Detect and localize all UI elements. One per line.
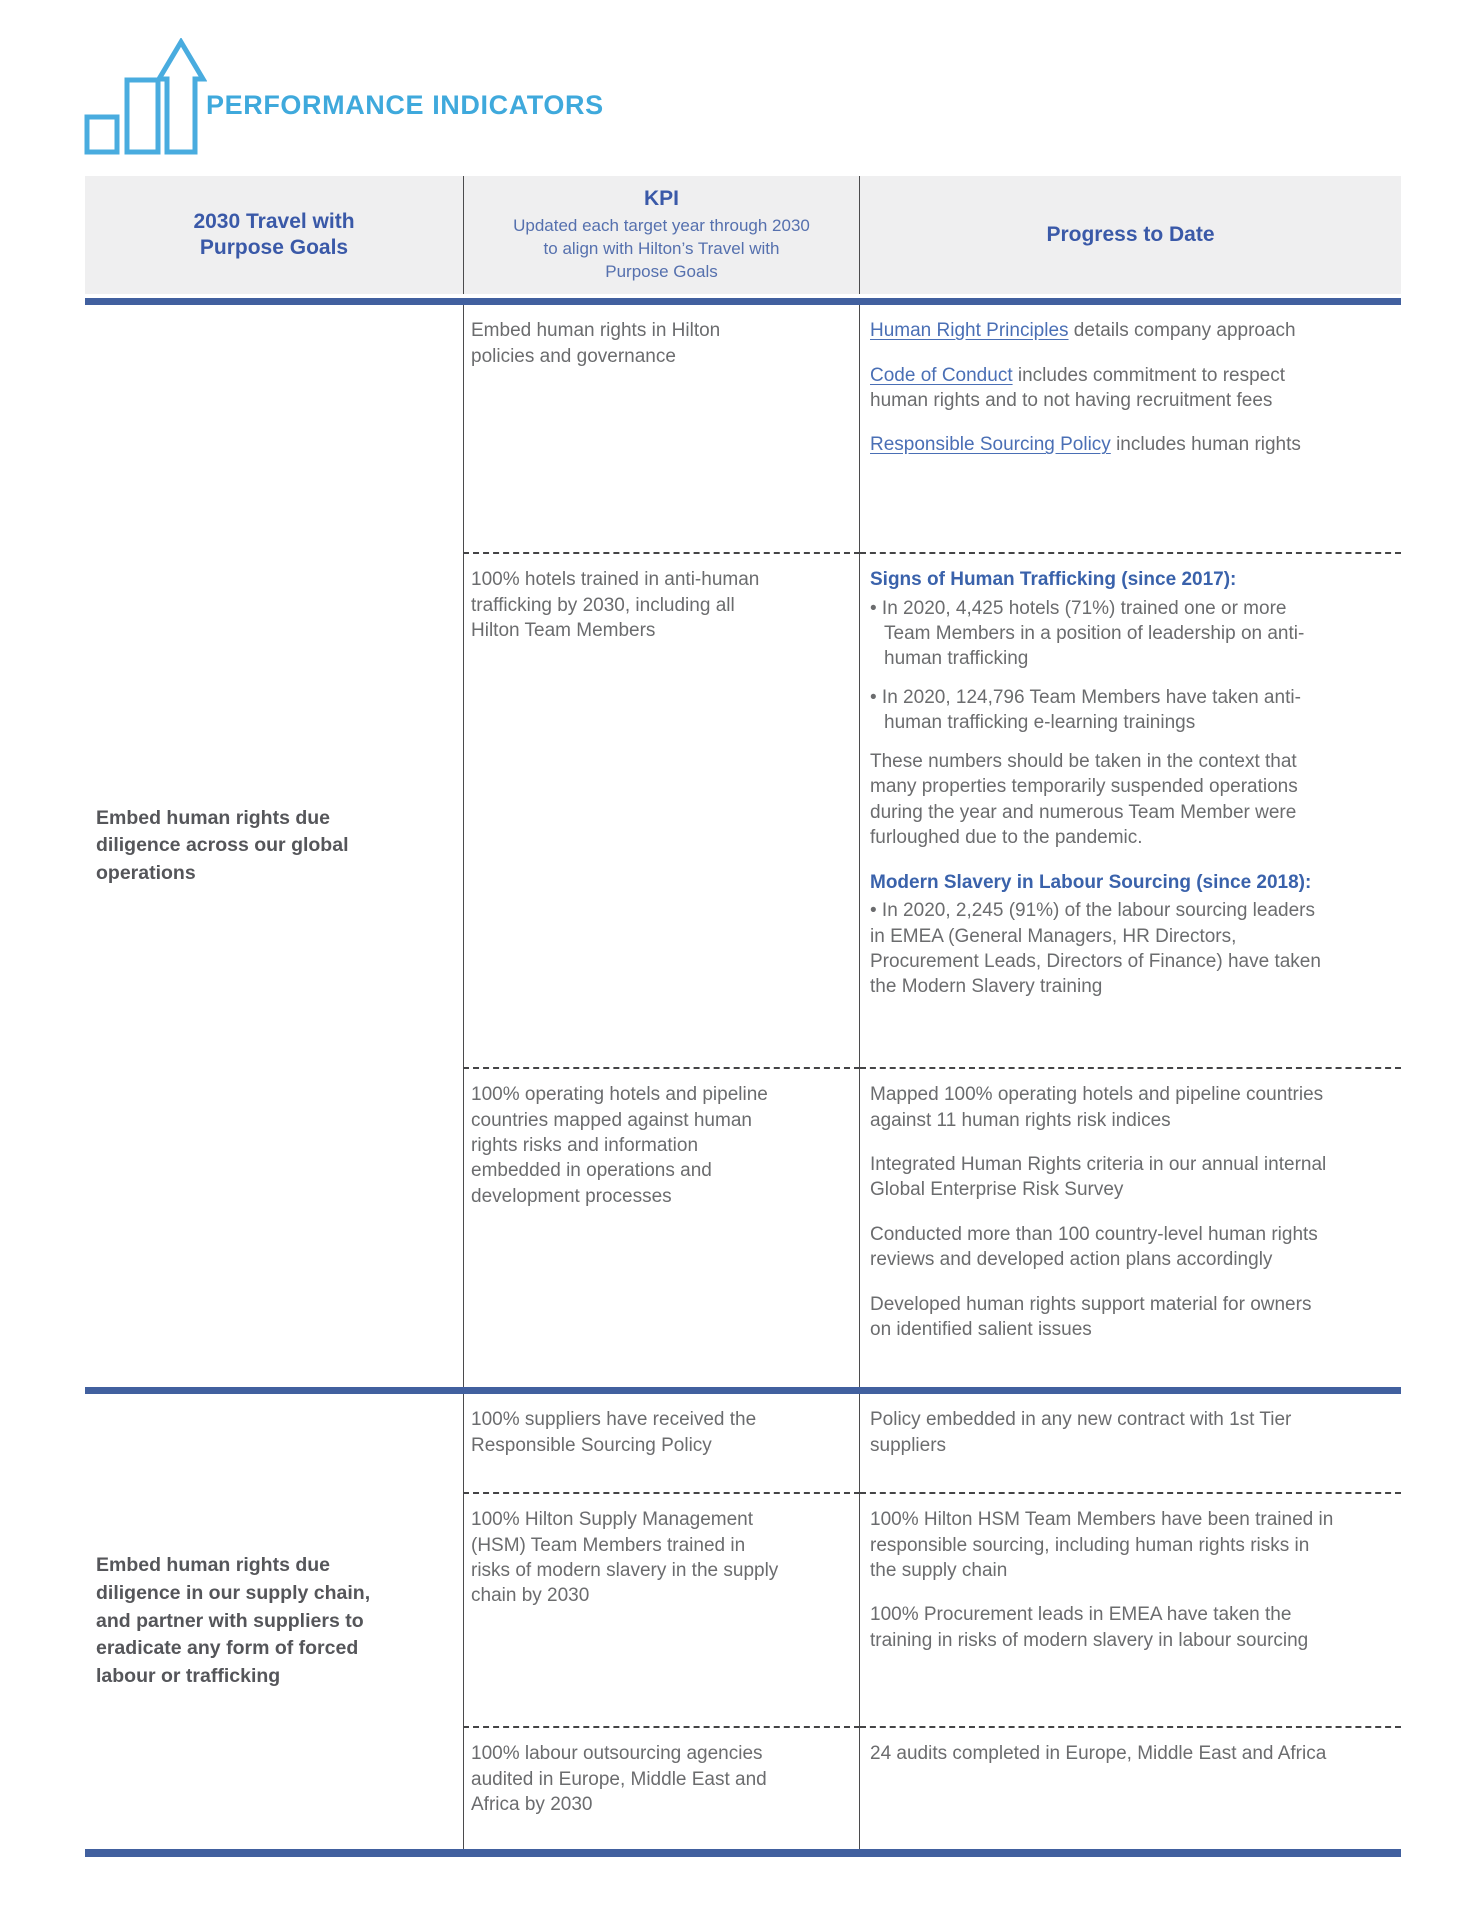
progress-text: details company approach (1068, 320, 1296, 342)
progress-cell-agency-audits (860, 1726, 1401, 1849)
progress-paragraph: Policy embedded in any new contract with 1st Tier suppliers (870, 1409, 1292, 1456)
page-title: PERFORMANCE INDICATORS (206, 90, 604, 120)
progress-paragraph: 100% Hilton HSM Team Members have been trained in responsible sourcing, including human rights risks in the supply chain (870, 1509, 1334, 1581)
blue-rule-middle (85, 1387, 1401, 1394)
progress-paragraph: Integrated Human Rights criteria in our annual internal Global Enterprise Risk Survey (870, 1153, 1327, 1201)
progress-paragraph: 24 audits completed in Europe, Middle East and Africa (870, 1743, 1327, 1765)
column-header-progress (860, 176, 1401, 294)
kpi-cell-anti-trafficking-training (463, 552, 860, 1067)
kpi-cell-risk-mapping (463, 1067, 860, 1387)
human-right-principles-link[interactable]: Human Right Principles (870, 320, 1069, 342)
progress-cell-risk-mapping (860, 1067, 1401, 1387)
column-header-kpi (463, 176, 860, 294)
progress-cell-policies-governance (860, 305, 1401, 552)
code-of-conduct-link[interactable]: Code of Conduct (870, 364, 1013, 386)
progress-text: includes commitment to respect human rights and to not having recruitment fees (870, 364, 1286, 411)
progress-paragraph: These numbers should be taken in the context that many properties temporarily suspended operations during the year and numerous Team Member were furloughed due to the pandemic. (870, 750, 1298, 849)
progress-paragraph: 100% Procurement leads in EMEA have taken the training in risks of modern slavery in labour sourcing (870, 1604, 1309, 1651)
kpi-text: 100% labour outsourcing agencies audited in Europe, Middle East and Africa by 2030 (471, 1743, 767, 1815)
progress-paragraph: Developed human rights support material for owners on identified salient issues (870, 1293, 1312, 1341)
progress-cell-hsm-training (860, 1492, 1401, 1726)
kpi-cell-suppliers-policy (463, 1394, 860, 1492)
kpi-text: Embed human rights in Hilton policies and governance (471, 320, 721, 367)
goal-text: Embed human rights due diligence across our global operations (96, 806, 349, 884)
progress-paragraph (870, 432, 1334, 457)
progress-bullet: • In 2020, 124,796 Team Members have taken anti-human trafficking e-learning trainings (870, 686, 1301, 734)
progress-paragraph (870, 363, 1334, 414)
goal-cell-global-operations (85, 305, 463, 1387)
responsible-sourcing-policy-link[interactable]: Responsible Sourcing Policy (870, 434, 1111, 456)
progress-paragraph: Conducted more than 100 country-level human rights reviews and developed action plans accordingly (870, 1223, 1318, 1271)
kpi-text: 100% suppliers have received the Responsible Sourcing Policy (471, 1409, 757, 1456)
progress-bullet: • In 2020, 2,245 (91%) of the labour sourcing leaders in EMEA (General Managers, HR Directors, Procurement Leads, Directors of Finance) have taken the Modern Slavery training (870, 900, 1321, 998)
blue-rule-top (85, 298, 1401, 305)
column-header-kpi-label: KPI (643, 187, 679, 210)
progress-bullet: • In 2020, 4,425 hotels (71%) trained one or more Team Members in a position of leadership on anti-human trafficking (870, 597, 1305, 670)
kpi-cell-agency-audits (463, 1726, 860, 1849)
progress-subheading: Signs of Human Trafficking (since 2017): (870, 569, 1237, 591)
column-header-goals-label: 2030 Travel with Purpose Goals (193, 209, 355, 260)
goal-cell-supply-chain (85, 1394, 463, 1849)
kpi-text: 100% hotels trained in anti-human trafficking by 2030, including all Hilton Team Members (471, 569, 760, 641)
blue-rule-bottom (85, 1849, 1401, 1857)
column-header-goals (85, 176, 463, 294)
progress-subheading: Modern Slavery in Labour Sourcing (since 2018): (870, 871, 1312, 893)
bar-arrow (159, 42, 203, 152)
bar-small (87, 117, 117, 152)
goal-text: Embed human rights due diligence in our supply chain, and partner with suppliers to eradicate any form of forced labour or trafficking (96, 1554, 371, 1688)
bar-chart-growth-icon (83, 38, 207, 156)
goal-group-supply-chain (85, 1394, 1401, 1849)
column-header-kpi-subtitle: Updated each target year through 2030 to align with Hilton’s Travel with Purpose Goals (513, 216, 810, 282)
kpi-text: 100% operating hotels and pipeline countries mapped against human rights risks and information embedded in operations and development processes (471, 1084, 768, 1207)
progress-cell-anti-trafficking-training (860, 552, 1401, 1067)
progress-text: includes human rights (1110, 434, 1301, 456)
page-header (0, 0, 1484, 158)
kpi-text: 100% Hilton Supply Management (HSM) Team Members trained in risks of modern slavery in the supply chain by 2030 (471, 1509, 779, 1607)
progress-cell-suppliers-policy (860, 1394, 1401, 1492)
progress-paragraph: Mapped 100% operating hotels and pipeline countries against 11 human rights risk indices (870, 1084, 1324, 1131)
bar-medium (127, 80, 158, 152)
goal-group-global-operations (85, 305, 1401, 1387)
table-header-row (85, 176, 1401, 294)
kpi-cell-policies-governance (463, 305, 860, 552)
column-header-progress-label: Progress to Date (1046, 222, 1215, 246)
progress-paragraph (870, 318, 1334, 343)
performance-indicators-table (85, 176, 1401, 1857)
kpi-cell-hsm-training (463, 1492, 860, 1726)
